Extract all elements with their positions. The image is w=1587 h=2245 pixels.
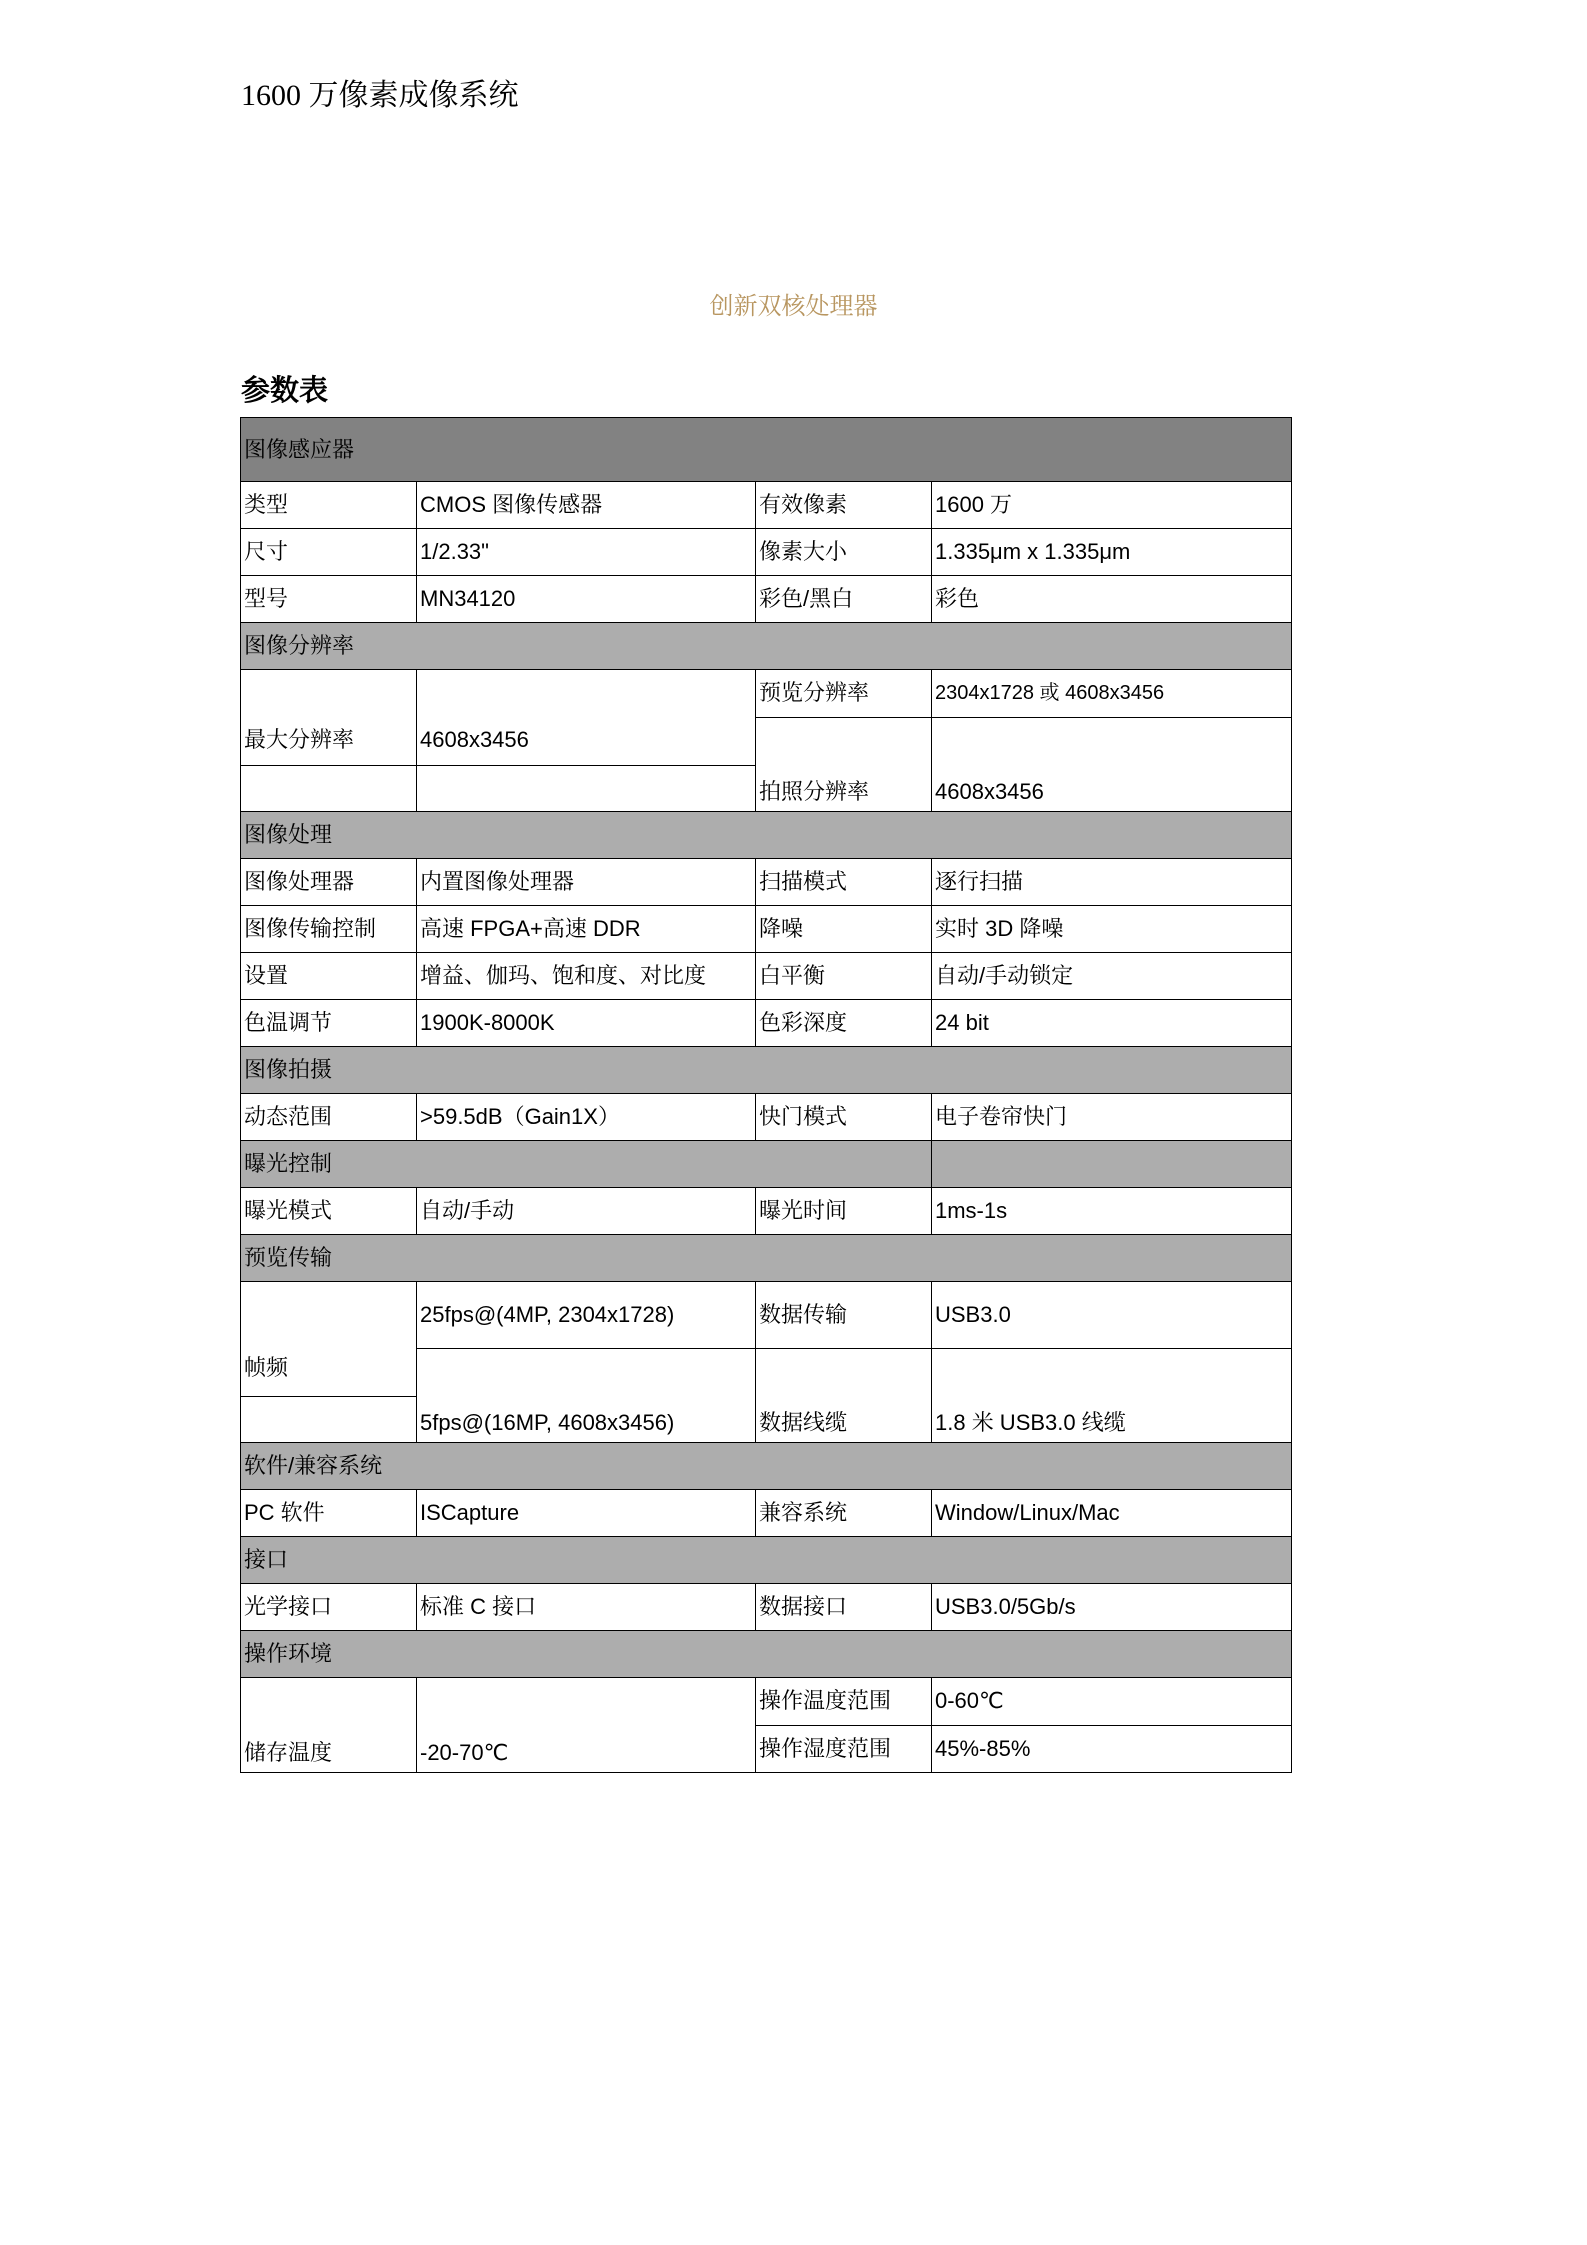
cell-label: 拍照分辨率 — [756, 717, 931, 811]
section-header-capture: 图像拍摄 — [240, 1046, 1292, 1093]
cell-value: ISCapture — [416, 1489, 755, 1536]
cell-label: PC 软件 — [240, 1489, 416, 1536]
cell-value: 2304x1728 或 4608x3456 — [935, 682, 1165, 705]
cell-value: >59.5dB（Gain1X） — [416, 1093, 755, 1140]
table-row — [240, 1093, 1292, 1140]
section-heading: 参数表 — [241, 375, 329, 407]
max-resolution-value: 4608x3456 — [420, 727, 529, 752]
cell-group — [931, 669, 1292, 811]
cell-label: 像素大小 — [755, 528, 931, 575]
cell-value: 自动/手动锁定 — [931, 952, 1292, 999]
cell-group — [931, 1281, 1292, 1442]
table-bottom-border — [240, 1772, 1292, 1773]
cell-divider — [417, 765, 755, 766]
cell-value: 1.335μm x 1.335μm — [931, 528, 1292, 575]
cell-value: 彩色 — [931, 575, 1292, 622]
cell-group — [755, 1281, 931, 1442]
cell-label: 动态范围 — [240, 1093, 416, 1140]
cell-value — [416, 669, 755, 811]
cell-label: 快门模式 — [755, 1093, 931, 1140]
table-row — [240, 999, 1292, 1046]
cell-label: 图像处理器 — [240, 858, 416, 905]
table-row — [240, 481, 1292, 528]
cell-label: 图像传输控制 — [240, 905, 416, 952]
cell-value: 电子卷帘快门 — [931, 1093, 1292, 1140]
cell-label: 兼容系统 — [755, 1489, 931, 1536]
cell-value: -20-70℃ — [416, 1677, 755, 1772]
table-row — [240, 952, 1292, 999]
section-row-resolution — [240, 622, 1292, 669]
cell-label: 储存温度 — [240, 1677, 416, 1772]
cell-label: 尺寸 — [240, 528, 416, 575]
cell-label: 光学接口 — [240, 1583, 416, 1630]
section-header-sensor: 图像感应器 — [240, 417, 1292, 481]
table-row-environment — [240, 1677, 1292, 1772]
cell-label: 扫描模式 — [755, 858, 931, 905]
table-row — [240, 905, 1292, 952]
cell-value: Window/Linux/Mac — [931, 1489, 1292, 1536]
cell-value: 逐行扫描 — [931, 858, 1292, 905]
cell-value: 标准 C 接口 — [416, 1583, 755, 1630]
cell-label: 预览分辨率 — [759, 680, 870, 706]
table-row — [240, 1489, 1292, 1536]
section-row-interface — [240, 1536, 1292, 1583]
max-resolution-label: 最大分辨率 — [244, 727, 355, 752]
cell-label: 白平衡 — [755, 952, 931, 999]
cell-divider — [241, 1396, 416, 1397]
cell-label: 型号 — [240, 575, 416, 622]
cell-label: 色温调节 — [240, 999, 416, 1046]
document-title: 1600 万像素成像系统 — [241, 79, 519, 112]
cell-label: 有效像素 — [755, 481, 931, 528]
table-row-resolution — [240, 669, 1292, 811]
cell-value: 45%-85% — [932, 1725, 1291, 1773]
cell-value: 高速 FPGA+高速 DDR — [416, 905, 755, 952]
cell-value: 实时 3D 降噪 — [931, 905, 1292, 952]
cell-label — [240, 1281, 416, 1442]
spec-table — [240, 417, 1292, 1773]
cell-label: 数据传输 — [759, 1301, 848, 1327]
cell-value: 1900K-8000K — [416, 999, 755, 1046]
cell-value: 内置图像处理器 — [416, 858, 755, 905]
document-subtitle: 创新双核处理器 — [709, 293, 878, 320]
cell-value: 25fps@(4MP, 2304x1728) — [420, 1301, 675, 1327]
section-row-capture — [240, 1046, 1292, 1093]
cell-value: CMOS 图像传感器 — [416, 481, 755, 528]
cell-label: 数据线缆 — [756, 1348, 931, 1442]
section-header-resolution: 图像分辨率 — [240, 622, 1292, 669]
cell-label: 彩色/黑白 — [755, 575, 931, 622]
cell-value: 0-60℃ — [935, 1688, 1004, 1714]
cell-label: 操作湿度范围 — [756, 1725, 931, 1773]
cell-value: 5fps@(16MP, 4608x3456) — [417, 1348, 755, 1442]
table-row — [240, 1583, 1292, 1630]
cell-label: 设置 — [240, 952, 416, 999]
cell-label: 操作温度范围 — [759, 1688, 892, 1714]
cell-label: 色彩深度 — [755, 999, 931, 1046]
cell-value: 4608x3456 — [932, 717, 1291, 811]
section-header-environment: 操作环境 — [240, 1630, 1292, 1677]
section-header-interface: 接口 — [240, 1536, 1292, 1583]
cell-group — [416, 1281, 755, 1442]
cell-value: 自动/手动 — [416, 1187, 755, 1234]
section-header-processing: 图像处理 — [240, 811, 1292, 858]
cell-divider — [241, 765, 416, 766]
section-header-exposure: 曝光控制 — [240, 1140, 931, 1187]
section-row-processing — [240, 811, 1292, 858]
table-row — [240, 528, 1292, 575]
cell-value: USB3.0 — [935, 1301, 1011, 1327]
section-header-preview: 预览传输 — [240, 1234, 1292, 1281]
cell-value: 1/2.33" — [416, 528, 755, 575]
section-header-blank — [931, 1140, 1292, 1187]
cell-label: 降噪 — [755, 905, 931, 952]
cell-value: 增益、伽玛、饱和度、对比度 — [416, 952, 755, 999]
cell-value: USB3.0/5Gb/s — [931, 1583, 1292, 1630]
section-header-software: 软件/兼容系统 — [240, 1442, 1292, 1489]
cell-value: 1.8 米 USB3.0 线缆 — [932, 1348, 1291, 1442]
section-row-environment — [240, 1630, 1292, 1677]
cell-value: MN34120 — [416, 575, 755, 622]
cell-value: 1600 万 — [931, 481, 1292, 528]
cell-group — [755, 669, 931, 811]
section-row-sensor — [240, 417, 1292, 481]
cell-value: 1ms-1s — [931, 1187, 1292, 1234]
frame-rate-label: 帧频 — [244, 1355, 289, 1380]
cell-group — [931, 1677, 1292, 1772]
cell-label: 曝光模式 — [240, 1187, 416, 1234]
cell-value: 24 bit — [931, 999, 1292, 1046]
cell-label: 曝光时间 — [755, 1187, 931, 1234]
table-row — [240, 858, 1292, 905]
table-row — [240, 1187, 1292, 1234]
section-row-software — [240, 1442, 1292, 1489]
table-row — [240, 575, 1292, 622]
cell-group — [755, 1677, 931, 1772]
section-row-exposure — [240, 1140, 1292, 1187]
cell-label: 数据接口 — [755, 1583, 931, 1630]
cell-label: 类型 — [240, 481, 416, 528]
cell-label — [240, 669, 416, 811]
section-row-preview — [240, 1234, 1292, 1281]
table-row-preview — [240, 1281, 1292, 1442]
